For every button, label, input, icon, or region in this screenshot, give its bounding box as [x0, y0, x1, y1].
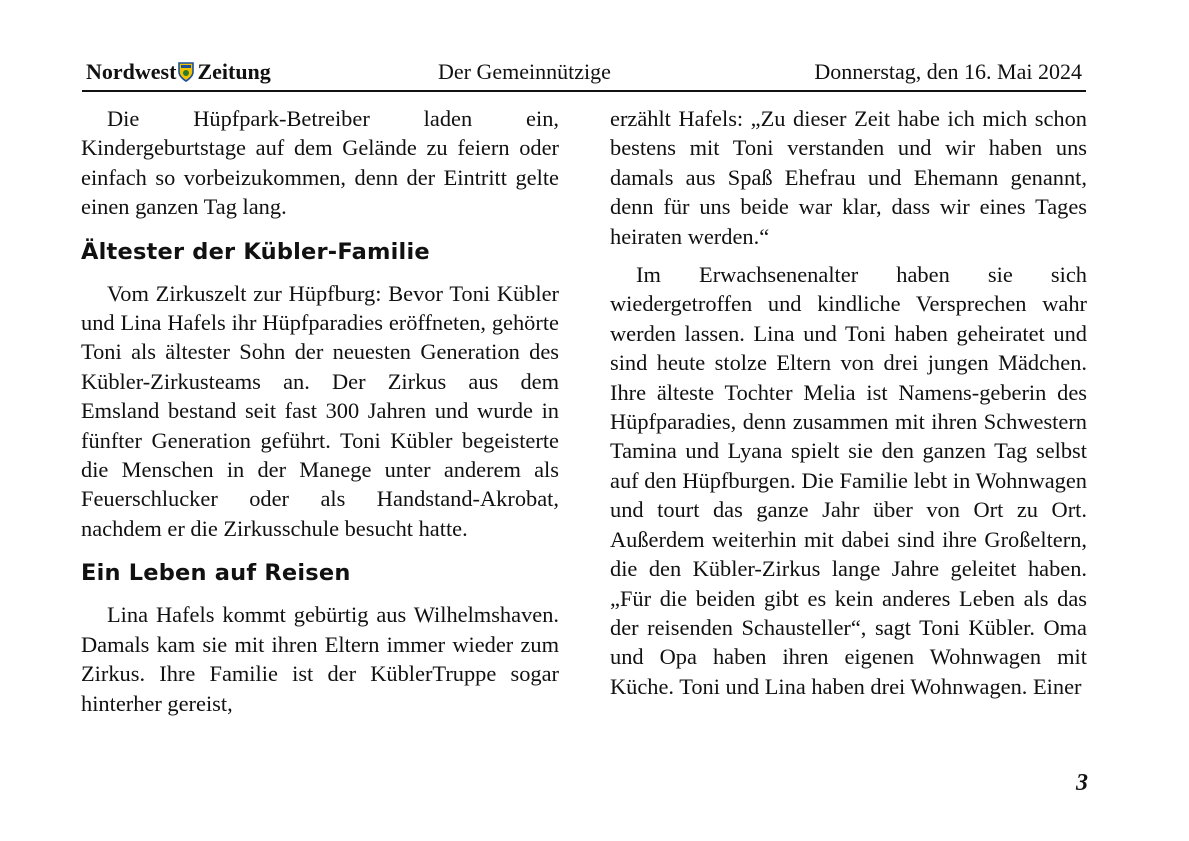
- coat-of-arms-icon: [178, 62, 194, 82]
- page-number: 3: [1076, 770, 1088, 796]
- section-heading: Ein Leben auf Reisen: [81, 560, 351, 587]
- paragraph: Lina Hafels kommt gebürtig aus Wilhelmshaven. Damals kam sie mit ihren Eltern immer wieder zum Zirkus. Ihre Familie ist der KüblerTruppe sogar hinterher gereist,: [81, 602, 559, 716]
- paragraph: erzählt Hafels: „Zu dieser Zeit habe ich mich schon bestens mit Toni verstanden und wir haben uns damals aus Spaß Ehefrau und Ehemann genannt, denn für uns beide war klar, dass wir eines Tages heiraten werden.“: [610, 106, 1087, 249]
- paragraph: Vom Zirkuszelt zur Hüpfburg: Bevor Toni Kübler und Lina Hafels ihr Hüpfparadies eröffneten, gehörte Toni als ältester Sohn der neuesten Generation des Kübler-Zirkusteams an. Der Zirkus aus dem Emsland bestand seit fast 300 Jahren und wurde in fünfter Generation geführt. Toni Kübler begeisterte die Menschen in der Manege unter anderem als Feuerschlucker oder als Handstand-Akrobat, nachdem er die Zirkusschule besucht hatte.: [81, 280, 559, 541]
- right-column: [610, 104, 1087, 701]
- section-heading: Ältester der Kübler-Familie: [81, 238, 430, 265]
- brand-name-right: Zeitung: [197, 59, 271, 84]
- brand-name-left: Nordwest: [86, 59, 177, 84]
- newspaper-brand: [86, 59, 271, 85]
- paragraph: Die Hüpfpark-Betreiber laden ein, Kindergeburtstage auf dem Gelände zu feiern oder einfach so vorbeizukommen, denn der Eintritt gelte einen ganzen Tag lang.: [81, 106, 559, 220]
- paragraph: Im Erwachsenenalter haben sie sich wiedergetroffen und kindliche Versprechen wahr werden lassen. Lina und Toni haben geheiratet und sind heute stolze Eltern von drei jungen Mädchen. Ihre älteste Tochter Melia ist Namens-geberin des Hüpfparadies, denn zusammen mit ihren Schwestern Tamina und Lyana spielt sie den ganzen Tag selbst auf den Hüpfburgen. Die Familie lebt in Wohnwagen und tourt das ganze Jahr über von Ort zu Ort. Außerdem weiterhin mit dabei sind ihre Großeltern, die den Kübler-Zirkus lange Jahre geleitet haben. „Für die beiden gibt es kein anderes Leben als das der reisenden Schausteller“, sagt Toni Kübler. Oma und Opa haben ihren eigenen Wohnwagen mit Küche. Toni und Lina haben drei Wohnwagen. Einer: [610, 262, 1087, 699]
- page-header: [82, 58, 1086, 92]
- left-column: [81, 104, 559, 718]
- issue-date: Donnerstag, den 16. Mai 2024: [814, 59, 1082, 84]
- section-title: Der Gemeinnützige: [438, 59, 611, 84]
